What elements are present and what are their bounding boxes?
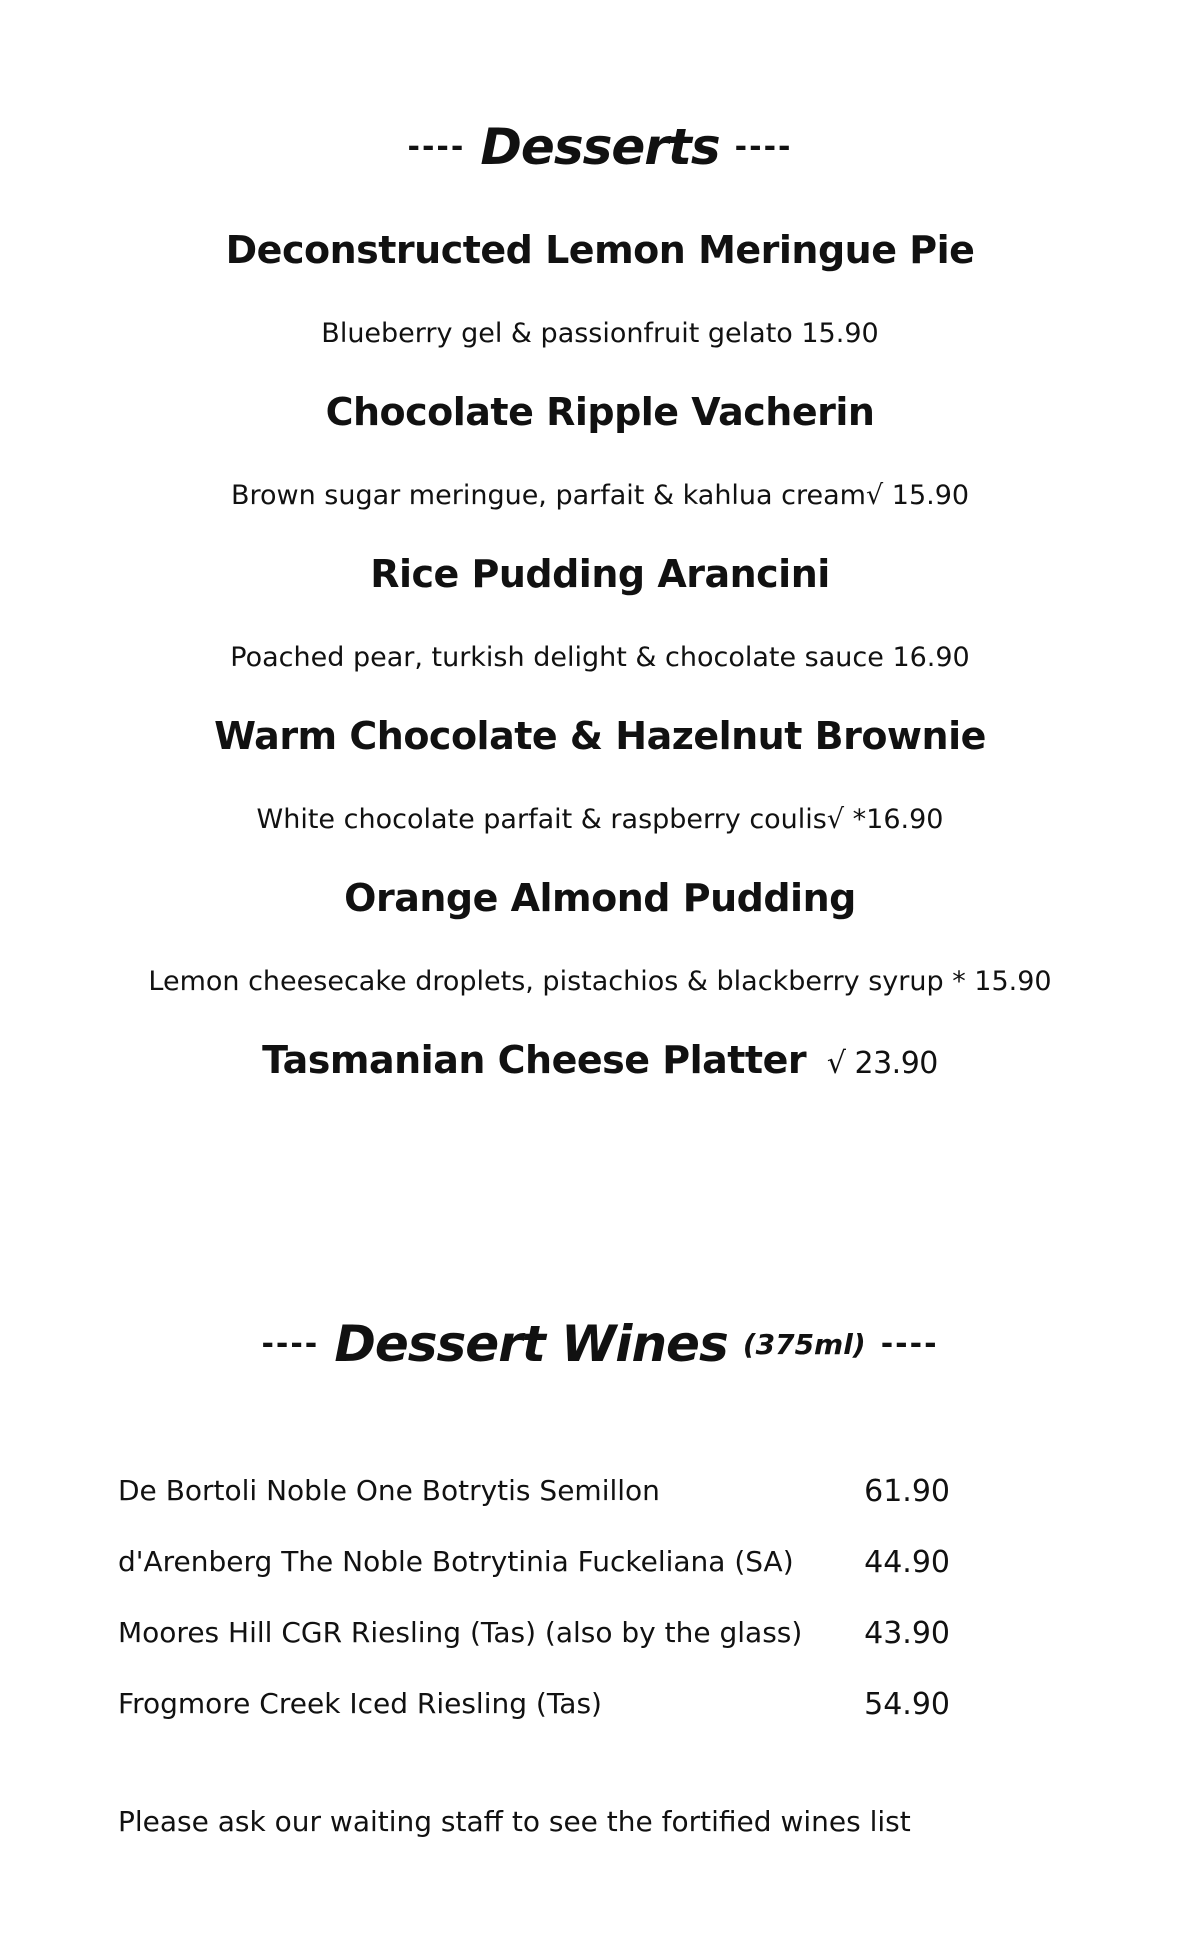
- dessert-name: Deconstructed Lemon Meringue Pie: [225, 228, 975, 272]
- wine-name: De Bortoli Noble One Botrytis Semillon: [118, 1474, 660, 1507]
- dessert-wines-title: Dessert Wines: [334, 1315, 728, 1373]
- wine-name: d'Arenberg The Noble Botrytinia Fuckeliana (SA): [118, 1545, 794, 1578]
- dessert-name: Chocolate Ripple Vacherin: [325, 390, 875, 434]
- dessert-name: Rice Pudding Arancini: [370, 552, 830, 596]
- cheese-platter: [0, 1038, 1200, 1082]
- wine-row: [0, 1616, 1200, 1656]
- desserts-title: Desserts: [480, 118, 720, 176]
- dessert-description: Brown sugar meringue, parfait & kahlua cream√ 15.90: [230, 480, 970, 511]
- wine-row: [0, 1474, 1200, 1514]
- dessert-name: Orange Almond Pudding: [344, 876, 856, 920]
- desserts-heading: [0, 118, 1200, 176]
- wine-row: [0, 1545, 1200, 1585]
- cheese-platter-price: √ 23.90: [826, 1046, 938, 1081]
- wine-price: 43.90: [864, 1616, 950, 1651]
- wine-price: 54.90: [864, 1687, 950, 1722]
- dessert-wines-heading: [0, 1315, 1200, 1373]
- dessert-description: Lemon cheesecake droplets, pistachios & blackberry syrup * 15.90: [148, 966, 1052, 997]
- dessert-description: Blueberry gel & passionfruit gelato 15.90: [321, 318, 879, 349]
- heading-dash-left: ----: [261, 1326, 320, 1362]
- fortified-wines-note: Please ask our waiting staff to see the fortified wines list: [118, 1805, 911, 1838]
- heading-dash-right: ----: [880, 1326, 939, 1362]
- wine-name: Moores Hill CGR Riesling (Tas) (also by the glass): [118, 1616, 803, 1649]
- dessert-description: Poached pear, turkish delight & chocolate sauce 16.90: [230, 642, 970, 673]
- wine-name: Frogmore Creek Iced Riesling (Tas): [118, 1687, 602, 1720]
- heading-dash-left: ----: [407, 129, 466, 165]
- wine-row: [0, 1687, 1200, 1727]
- dessert-name: Warm Chocolate & Hazelnut Brownie: [214, 714, 986, 758]
- cheese-platter-name: Tasmanian Cheese Platter: [262, 1038, 807, 1082]
- wine-price: 44.90: [864, 1545, 950, 1580]
- dessert-description: White chocolate parfait & raspberry coulis√ *16.90: [256, 804, 944, 835]
- heading-dash-right: ----: [734, 129, 793, 165]
- dessert-wines-volume: (375ml): [742, 1327, 866, 1361]
- wine-price: 61.90: [864, 1474, 950, 1509]
